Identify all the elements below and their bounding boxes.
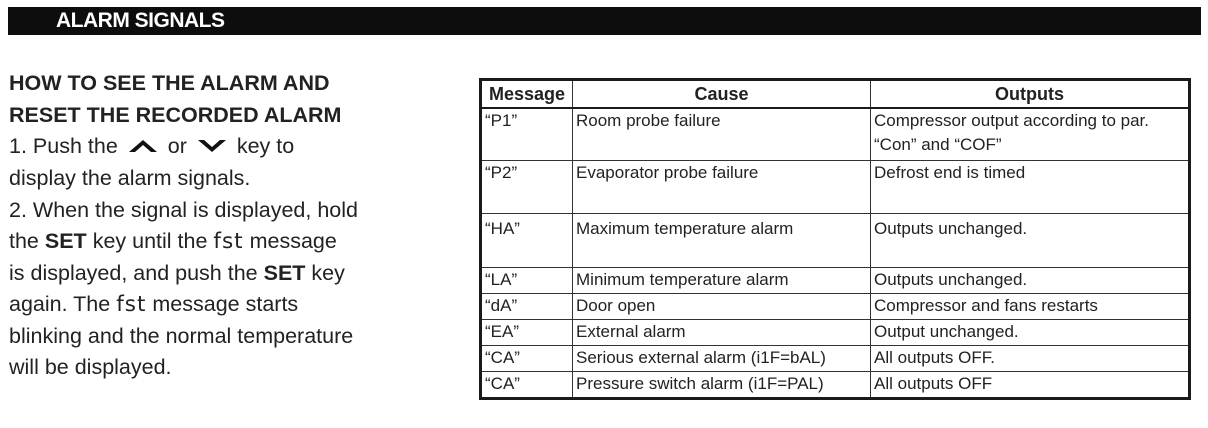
table-row: [481, 160, 1190, 213]
row-message: “P2”: [481, 160, 573, 213]
step1-suffix: key to: [236, 134, 295, 158]
table-row: [481, 293, 1190, 319]
table-row: [481, 319, 1190, 345]
row-message: “dA”: [481, 293, 573, 319]
alarm-table: [479, 78, 1191, 400]
row-outputs: Outputs unchanged.: [871, 267, 1190, 293]
set-key-label-2: SET: [263, 260, 306, 285]
instructions-heading-line2: RESET THE RECORDED ALARM: [9, 102, 342, 127]
instructions-heading-line1: HOW TO SEE THE ALARM AND: [9, 71, 330, 95]
table-row: [481, 345, 1190, 371]
step2-line1: 2. When the signal is displayed, hold: [9, 197, 358, 222]
step2-line5: blinking and the normal temperature: [9, 323, 354, 348]
step1-prefix: 1. Push the: [9, 134, 118, 158]
row-cause: Door open: [573, 293, 871, 319]
row-cause: Room probe failure: [573, 108, 871, 160]
fst-code: fst: [213, 229, 244, 255]
row-message: “HA”: [481, 213, 573, 267]
row-message: “EA”: [481, 319, 573, 345]
table-row: [481, 371, 1190, 398]
step2-line3-suffix: key: [311, 260, 345, 285]
step2-line2: [9, 226, 429, 258]
step1-line1: [9, 131, 429, 163]
step2-line6: will be displayed.: [9, 355, 172, 380]
section-header: [8, 7, 1201, 35]
instructions-block: [9, 68, 429, 384]
table-row: [481, 213, 1190, 267]
fst-code-2: fst: [116, 292, 147, 318]
row-message: “CA”: [481, 371, 573, 398]
message-word: message: [249, 229, 337, 254]
section-title: ALARM SIGNALS: [56, 9, 225, 32]
header-cause: Cause: [573, 80, 871, 109]
step2-the: the: [9, 229, 39, 254]
table-row: [481, 267, 1190, 293]
row-cause: Pressure switch alarm (i1F=PAL): [573, 371, 871, 398]
message-starts: message starts: [152, 292, 299, 317]
set-key-label: SET: [44, 229, 87, 254]
header-outputs: Outputs: [871, 80, 1190, 109]
row-cause: Minimum temperature alarm: [573, 267, 871, 293]
header-message: Message: [481, 80, 573, 109]
step2-line3: [9, 258, 429, 290]
step2-key-until: key until the: [92, 229, 208, 254]
row-outputs: Compressor and fans restarts: [871, 293, 1190, 319]
step2-again: again. The: [9, 292, 111, 317]
row-cause: Serious external alarm (i1F=bAL): [573, 345, 871, 371]
down-arrow-icon: [197, 132, 227, 164]
row-outputs: All outputs OFF: [871, 371, 1190, 398]
step2-line4: [9, 289, 429, 321]
table-row: [481, 108, 1190, 160]
step1-or: or: [167, 134, 187, 158]
row-outputs: All outputs OFF.: [871, 345, 1190, 371]
row-outputs: Defrost end is timed: [871, 160, 1190, 213]
step2-line3-prefix: is displayed, and push the: [9, 260, 258, 285]
row-outputs: Outputs unchanged.: [871, 213, 1190, 267]
row-cause: Evaporator probe failure: [573, 160, 871, 213]
row-message: “CA”: [481, 345, 573, 371]
up-arrow-icon: [128, 132, 158, 164]
row-message: “P1”: [481, 108, 573, 160]
step1-line2: display the alarm signals.: [9, 166, 251, 191]
row-outputs: Output unchanged.: [871, 319, 1190, 345]
row-cause: Maximum temperature alarm: [573, 213, 871, 267]
table-header-row: [481, 80, 1190, 109]
row-message: “LA”: [481, 267, 573, 293]
row-cause: External alarm: [573, 319, 871, 345]
row-outputs: Compressor output according to par. “Con” and “COF”: [871, 108, 1190, 160]
